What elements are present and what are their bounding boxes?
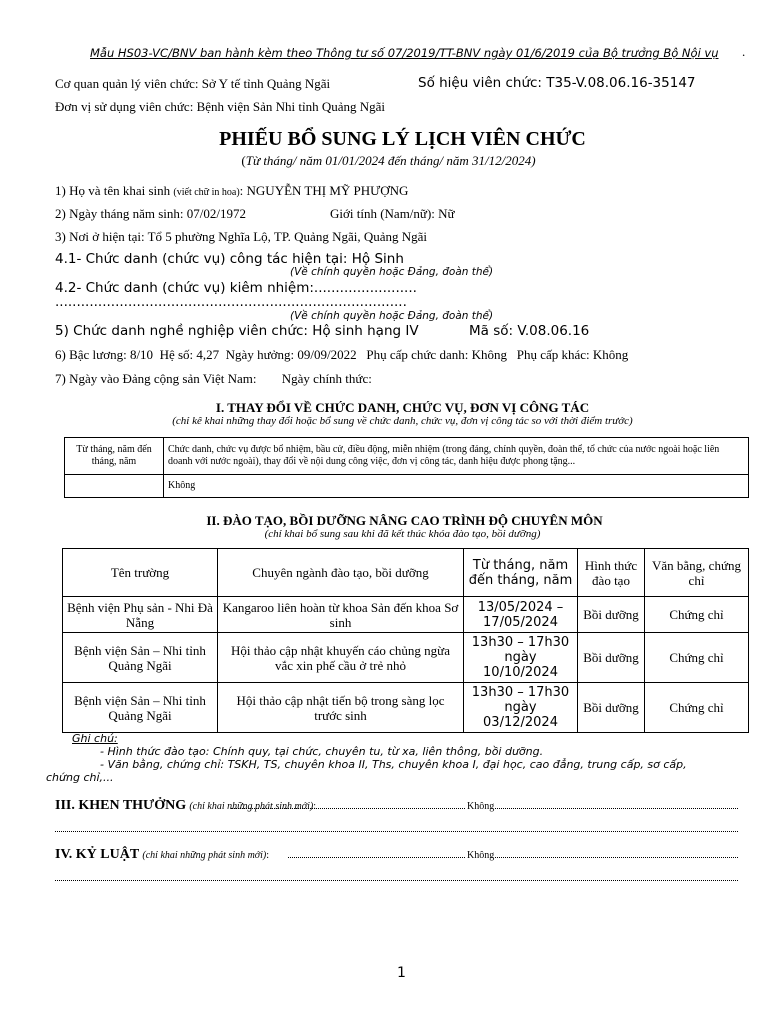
section2-heading: II. ĐÀO TẠO, BỒI DƯỠNG NÂNG CAO TRÌNH ĐỘ CHUYÊN MÔN (206, 513, 603, 528)
field-professional-title: 5) Chức danh nghề nghiệp viên chức: Hộ sinh hạng IV (55, 323, 419, 339)
section2-note: (chỉ khai bổ sung sau khi đã kết thúc khóa đào tạo, bồi dưỡng) (264, 528, 541, 540)
ghichu-line-1: - Hình thức đào tạo: Chính quy, tại chức, chuyên tu, từ xa, liên thông, bồi dưỡng. (100, 745, 544, 758)
agency-manager-value: Sở Y tế tỉnh Quảng Ngãi (201, 76, 331, 91)
table-cell: Hội thảo cập nhật tiến bộ trong sàng lọc trước sinh (218, 683, 464, 733)
section3-dots-line (55, 831, 738, 832)
section4-dots-line (55, 880, 738, 881)
table-header-cell: Từ tháng, năm đến tháng, năm (464, 549, 578, 597)
changes-table (64, 437, 749, 498)
field-party: 7) Ngày vào Đảng cộng sản Việt Nam: Ngày chính thức: (55, 371, 372, 386)
section3-rewards: III. KHEN THƯỞNG (chỉ khai những phát sinh mới): (55, 798, 316, 813)
gender-value: Nữ (438, 206, 455, 221)
ghichu-line-2: - Văn bằng, chứng chỉ: TSKH, TS, chuyên khoa II, Ths, chuyên khoa I, đại học, cao đẳng, trung cấp, sơ cấp, (100, 758, 687, 771)
section4-discipline: IV. KỶ LUẬT (chỉ khai những phát sinh mới): (55, 847, 270, 862)
staff-code-value: T35-V.08.06.16-35147 (546, 75, 696, 91)
table-row (65, 438, 749, 475)
table-cell: Bồi dưỡng (578, 633, 645, 683)
table-row (63, 633, 749, 683)
table-cell: Bệnh viện Sản – Nhi tỉnh Quảng Ngãi (63, 683, 218, 733)
field-salary: 6) Bậc lương: 8/10 Hệ số: 4,27 Ngày hưởng: 09/09/2022 Phụ cấp chức danh: Không Phụ cấp khác: Không (55, 347, 629, 362)
section1-heading: I. THAY ĐỔI VỀ CHỨC DANH, CHỨC VỤ, ĐƠN VỊ CÔNG TÁC (215, 400, 590, 415)
section3-heading: III. KHEN THƯỞNG (55, 798, 187, 813)
table-cell: 13h30 – 17h30 ngày 03/12/2024 (464, 683, 578, 733)
section3-dots-b (495, 808, 738, 809)
table-cell (65, 475, 164, 498)
header-trailing-dot: . (742, 44, 746, 59)
table-row (65, 475, 749, 498)
effective-date-value: 09/09/2022 (297, 347, 357, 362)
field-full-name: 1) Họ và tên khai sinh (viết chữ in hoa): NGUYỄN THỊ MỸ PHƯỢNG (55, 183, 409, 198)
title-code-value: V.08.06.16 (517, 323, 590, 339)
table-cell: Chứng chỉ (645, 633, 749, 683)
address-value: Tổ 5 phường Nghĩa Lộ, TP. Quảng Ngãi, Quảng Ngãi (147, 229, 428, 244)
form-reference-note: Mẫu HS03-VC/BNV ban hành kèm theo Thông tư số 07/2019/TT-BNV ngày 01/6/2019 của Bộ trưởng Bộ Nội vụ (90, 46, 719, 60)
salary-grade-value: 8/10 (129, 347, 154, 362)
title-allowance-value: Không (471, 347, 507, 362)
section4-value: Không (467, 850, 495, 861)
report-period: (Từ tháng/ năm 01/01/2024 đến tháng/ năm 31/12/2024) (241, 153, 536, 168)
table-cell: Bệnh viện Sản – Nhi tỉnh Quảng Ngãi (63, 633, 218, 683)
professional-title-value: Hộ sinh hạng IV (312, 323, 419, 339)
table-cell: Bồi dưỡng (578, 597, 645, 633)
staff-code (418, 75, 696, 91)
staff-code-label: Số hiệu viên chức: (418, 75, 542, 91)
field-title-code: Mã số: V.08.06.16 (469, 323, 590, 339)
ghichu-line-3: chứng chỉ,... (46, 771, 114, 784)
section1-note: (chỉ kê khai những thay đổi hoặc bổ sung về chức danh, chức vụ, đơn vị công tác so với thời điểm trước) (172, 415, 633, 427)
table-header-cell: Từ tháng, năm đến tháng, năm (65, 438, 164, 475)
table-cell: 13h30 – 17h30 ngày 10/10/2024 (464, 633, 578, 683)
section4-heading: IV. KỶ LUẬT (55, 847, 140, 862)
table-cell: Kangaroo liên hoàn từ khoa Sản đến khoa Sơ sinh (218, 597, 464, 633)
section4-dots-b (495, 857, 738, 858)
section3-value: Không (467, 801, 495, 812)
table-cell: Bệnh viện Phụ sản - Nhi Đà Nẵng (63, 597, 218, 633)
table-cell: Chứng chỉ (645, 683, 749, 733)
table-header-cell: Văn bằng, chứng chỉ (645, 549, 749, 597)
employing-unit-label: Đơn vị sử dụng viên chức: (55, 99, 194, 114)
field-current-position: 4.1- Chức danh (chức vụ) công tác hiện tại: Hộ Sinh (55, 251, 404, 267)
page-number: 1 (397, 965, 406, 981)
training-table (62, 548, 749, 733)
full-name-value: NGUYỄN THỊ MỸ PHƯỢNG (246, 183, 409, 198)
table-row (63, 683, 749, 733)
table-cell: Bồi dưỡng (578, 683, 645, 733)
coef-value: 4,27 (196, 347, 220, 362)
agency-manager (55, 76, 330, 92)
table-row (63, 549, 749, 597)
section4-dots-a (288, 857, 465, 858)
field-concurrent-position: 4.2- Chức danh (chức vụ) kiêm nhiệm:........................ (55, 280, 417, 296)
other-allowance-value: Không (592, 347, 629, 362)
employing-unit (55, 99, 385, 115)
section3-dots-a (231, 808, 465, 809)
concurrent-dots: .................................................................................. (55, 294, 407, 310)
field-dob: 2) Ngày tháng năm sinh: 07/02/1972 (55, 206, 247, 221)
table-header-cell: Hình thức đào tạo (578, 549, 645, 597)
agency-manager-label: Cơ quan quản lý viên chức: (55, 76, 199, 91)
table-cell: Không (164, 475, 749, 498)
dob-value: 07/02/1972 (186, 206, 247, 221)
table-header-cell: Chức danh, chức vụ được bổ nhiệm, bầu cử, điều động, miễn nhiệm (trong đảng, chính quyền, đoàn thể, tổ chức của nước ngoài hoặc liên doanh với nước ngoài), thay đổi về nội dung công việc, đơn vị công tác, danh hiệu được phong tặng... (164, 438, 749, 475)
table-cell: 13/05/2024 – 17/05/2024 (464, 597, 578, 633)
page-title: PHIẾU BỔ SUNG LÝ LỊCH VIÊN CHỨC (219, 128, 586, 150)
table-header-cell: Tên trường (63, 549, 218, 597)
employing-unit-value: Bệnh viện Sản Nhi tỉnh Quảng Ngãi (196, 99, 386, 114)
current-position-value: Hộ Sinh (351, 251, 404, 267)
table-cell: Hội thảo cập nhật khuyến cáo chủng ngừa vắc xin phế cầu ở trẻ nhỏ (218, 633, 464, 683)
field-address: 3) Nơi ở hiện tại: Tổ 5 phường Nghĩa Lộ, TP. Quảng Ngãi, Quảng Ngãi (55, 229, 428, 244)
table-cell: Chứng chỉ (645, 597, 749, 633)
field-gender: Giới tính (Nam/nữ): Nữ (330, 206, 455, 221)
table-row (63, 597, 749, 633)
table-header-cell: Chuyên ngành đào tạo, bồi dưỡng (218, 549, 464, 597)
position-note: (Về chính quyền hoặc Đảng, đoàn thể) (290, 266, 494, 278)
ghichu-label: Ghi chú: (72, 732, 118, 745)
concurrent-note: (Về chính quyền hoặc Đảng, đoàn thể) (290, 310, 494, 322)
